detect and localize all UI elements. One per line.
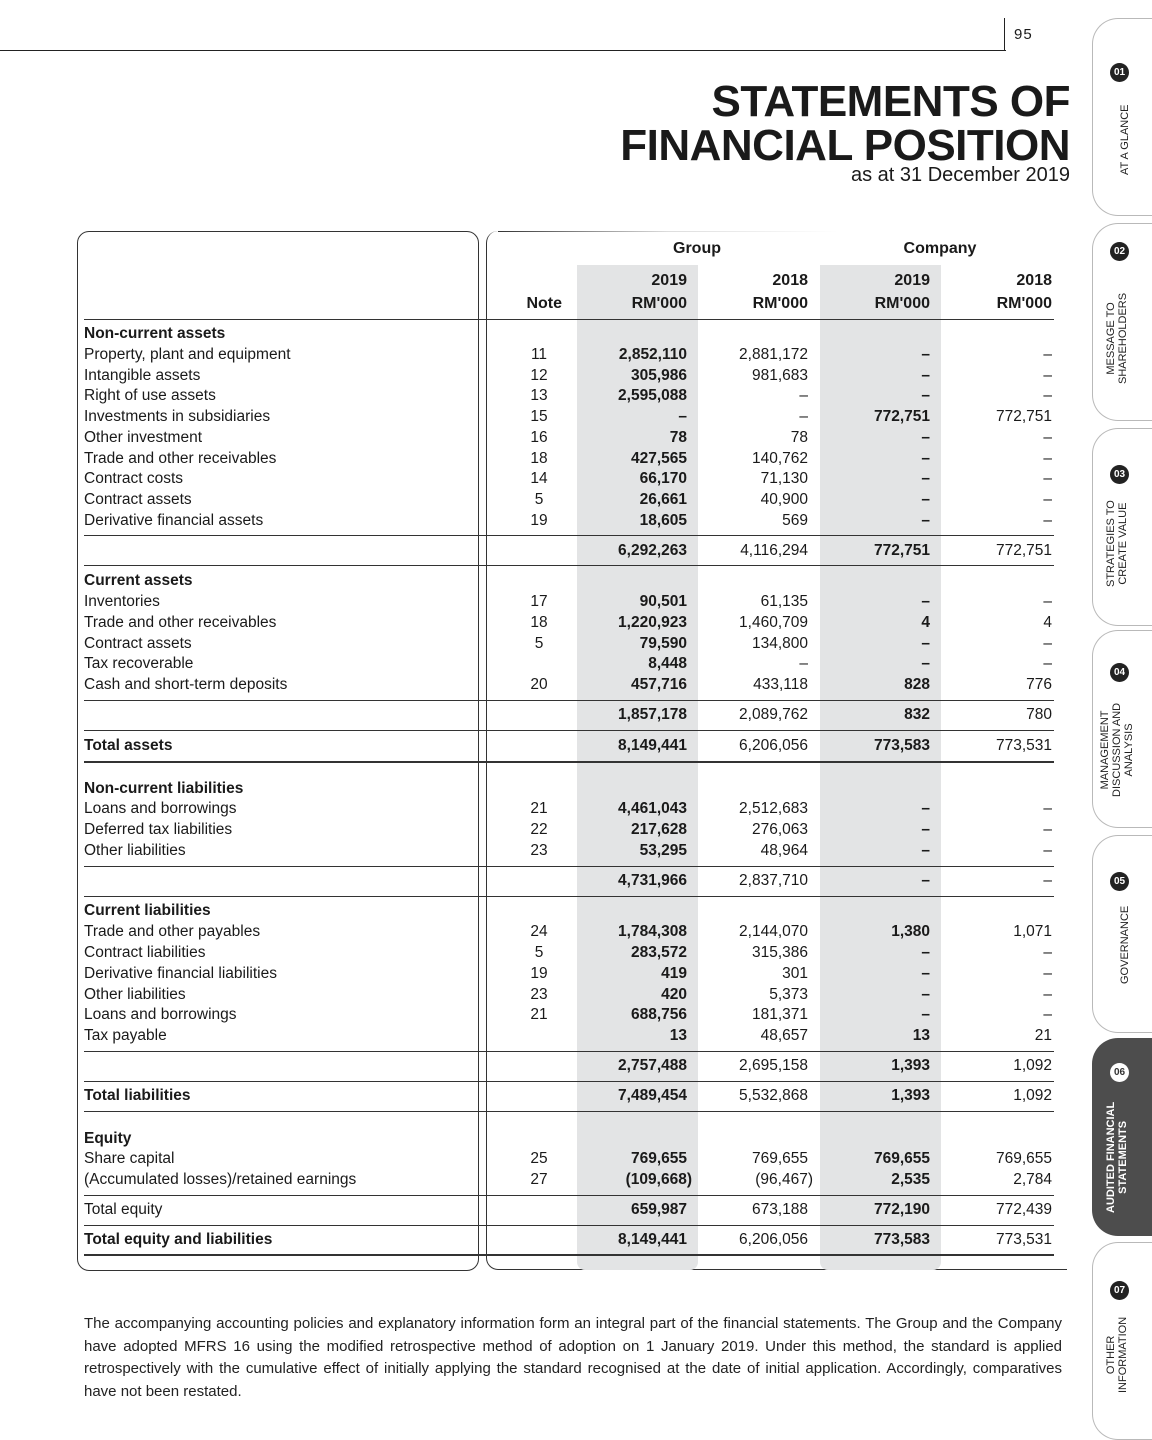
table-row: Other liabilities 23 53,295 48,964 – – [84, 842, 1052, 859]
tab-number-badge: 04 [1110, 663, 1129, 682]
table-row: Non-current liabilities [84, 780, 244, 797]
table-row: (Accumulated losses)/retained earnings 27 (109,668) (96,467) 2,535 2,784 [84, 1171, 1052, 1188]
table-row: Contract assets 5 26,661 40,900 – – [84, 491, 1052, 508]
tab-number-badge: 07 [1110, 1281, 1129, 1300]
table-row: Other liabilities 23 420 5,373 – – [84, 986, 1052, 1003]
tab-label: GOVERNANCE [1119, 905, 1131, 984]
subtotal-row: 4,731,966 2,837,710 – – [618, 872, 1052, 889]
table-row: Contract costs 14 66,170 71,130 – – [84, 470, 1052, 487]
footnote: The accompanying accounting policies and explanatory information form an integral part of the financial statements. The Group and the Company have adopted MFRS 16 using the modified retrospective method of adoption on 1 January 2019. Under this method, the standard is applied retrospectively with the cumulative effect of initially applying the standard recognised at the date of initial application. Accordingly, comparatives have not been restated. [84, 1315, 1062, 1400]
table-row: Share capital 25 769,655 769,655 769,655 769,655 [84, 1150, 1052, 1167]
group-2019-unit: RM'000 [631, 295, 687, 312]
tab-label: MANAGEMENT DISCUSSION AND ANALYSIS [1099, 702, 1135, 797]
table-row: Tax recoverable 8,448 – – – [84, 655, 1052, 672]
header-rule [0, 50, 1006, 51]
table-row: Deferred tax liabilities 22 217,628 276,063 – – [84, 821, 1052, 838]
tab-message-to-shareholders[interactable] [1092, 223, 1152, 421]
tab-label: OTHER INFORMATION [1105, 1316, 1129, 1393]
rule-after-total-assets [84, 761, 1054, 763]
note-header: Note [526, 295, 562, 312]
table-row: Loans and borrowings 21 4,461,043 2,512,683 – – [84, 800, 1052, 817]
values-frame-top-fade [498, 231, 838, 232]
subtotal-row: 6,292,263 4,116,294 772,751 772,751 [618, 542, 1052, 559]
rule-after-total-liabilities [84, 1111, 1054, 1112]
table-row: Equity [84, 1130, 132, 1147]
rule-before-total-liabilities [84, 1081, 1054, 1082]
subtotal-row: 2,757,488 2,695,158 1,393 1,092 [618, 1057, 1052, 1074]
total-row: Total assets 8,149,441 6,206,056 773,583 773,531 [84, 737, 1052, 754]
table-row: Derivative financial assets 19 18,605 569 – – [84, 512, 1052, 529]
rule-current-liabilities-subtotal [84, 1051, 1054, 1052]
page-number-divider [1004, 18, 1005, 51]
company-2019-unit: RM'000 [874, 295, 930, 312]
table-row: Cash and short-term deposits 20 457,716 433,118 828 776 [84, 676, 1052, 693]
tab-label: AT A GLANCE [1119, 104, 1131, 175]
total-row: Total liabilities 7,489,454 5,532,868 1,393 1,092 [84, 1087, 1052, 1104]
rule-after-noncurrent-assets [84, 565, 1054, 566]
tab-at-a-glance[interactable] [1092, 18, 1152, 216]
company-2018-year: 2018 [1016, 272, 1052, 289]
header-bottom-rule [84, 319, 1054, 320]
table-row: Inventories 17 90,501 61,135 – – [84, 593, 1052, 610]
page-subtitle: as at 31 December 2019 [850, 164, 1070, 186]
company-2018-unit: RM'000 [996, 295, 1052, 312]
tab-number-badge: 02 [1110, 242, 1129, 261]
rule-equity-subtotal [84, 1195, 1054, 1196]
tab-management-discussion[interactable] [1092, 630, 1152, 828]
table-row: Contract liabilities 5 283,572 315,386 – – [84, 944, 1052, 961]
table-row: Trade and other receivables 18 427,565 140,762 – – [84, 450, 1052, 467]
company-2019-year: 2019 [894, 272, 930, 289]
subtotal-row: Total equity 659,987 673,188 772,190 772,439 [84, 1201, 1052, 1218]
tab-label: STRATEGIES TO CREATE VALUE [1105, 500, 1129, 587]
table-row: Investments in subsidiaries 15 – – 772,751 772,751 [84, 408, 1052, 425]
rule-noncurrent-assets-subtotal [84, 535, 1054, 536]
tab-other-information[interactable] [1092, 1242, 1152, 1440]
rule-noncurrent-liabilities-subtotal [84, 866, 1054, 867]
tab-label: AUDITED FINANCIAL STATEMENTS [1105, 1101, 1129, 1213]
subtotal-row: 1,857,178 2,089,762 832 780 [618, 706, 1052, 723]
table-row: Trade and other payables 24 1,784,308 2,144,070 1,380 1,071 [84, 923, 1052, 940]
tab-number-badge: 03 [1110, 465, 1129, 484]
group-header: Group [673, 240, 721, 257]
table-row: Non-current assets [84, 325, 226, 342]
table-row: Current assets [84, 572, 193, 589]
tab-number-badge: 06 [1110, 1063, 1129, 1082]
rule-before-total-assets [84, 730, 1054, 731]
table-row: Trade and other receivables 18 1,220,923 1,460,709 4 4 [84, 614, 1052, 631]
table-row: Derivative financial liabilities 19 419 301 – – [84, 965, 1052, 982]
tab-audited-financial-statements[interactable] [1092, 1038, 1152, 1236]
group-2019-year: 2019 [651, 272, 687, 289]
total-row: Total equity and liabilities 8,149,441 6,206,056 773,583 773,531 [84, 1231, 1052, 1248]
group-2018-unit: RM'000 [752, 295, 808, 312]
rule-after-noncurrent-liabilities [84, 896, 1054, 897]
table-row: Right of use assets 13 2,595,088 – – – [84, 387, 1052, 404]
table-row: Contract assets 5 79,590 134,800 – – [84, 635, 1052, 652]
tab-strategies-to-create-value[interactable] [1092, 428, 1152, 626]
table-row: Tax payable 13 48,657 13 21 [84, 1027, 1052, 1044]
table-row: Loans and borrowings 21 688,756 181,371 – – [84, 1006, 1052, 1023]
table-row: Current liabilities [84, 902, 211, 919]
table-row: Other investment 16 78 78 – – [84, 429, 1052, 446]
rule-table-end [84, 1254, 1054, 1256]
group-2018-year: 2018 [772, 272, 808, 289]
rule-current-assets-subtotal [84, 700, 1054, 701]
page-title: STATEMENTS OF FINANCIAL POSITION [620, 77, 1070, 170]
tab-number-badge: 01 [1110, 63, 1129, 82]
tab-label: MESSAGE TO SHAREHOLDERS [1105, 292, 1129, 384]
page-number: 95 [1014, 26, 1033, 43]
tab-number-badge: 05 [1110, 872, 1129, 891]
tab-governance[interactable] [1092, 835, 1152, 1033]
table-row: Property, plant and equipment 11 2,852,110 2,881,172 – – [84, 346, 1052, 363]
company-header: Company [903, 240, 977, 257]
table-row: Intangible assets 12 305,986 981,683 – – [84, 367, 1052, 384]
rule-before-total-equity-liabilities [84, 1225, 1054, 1226]
